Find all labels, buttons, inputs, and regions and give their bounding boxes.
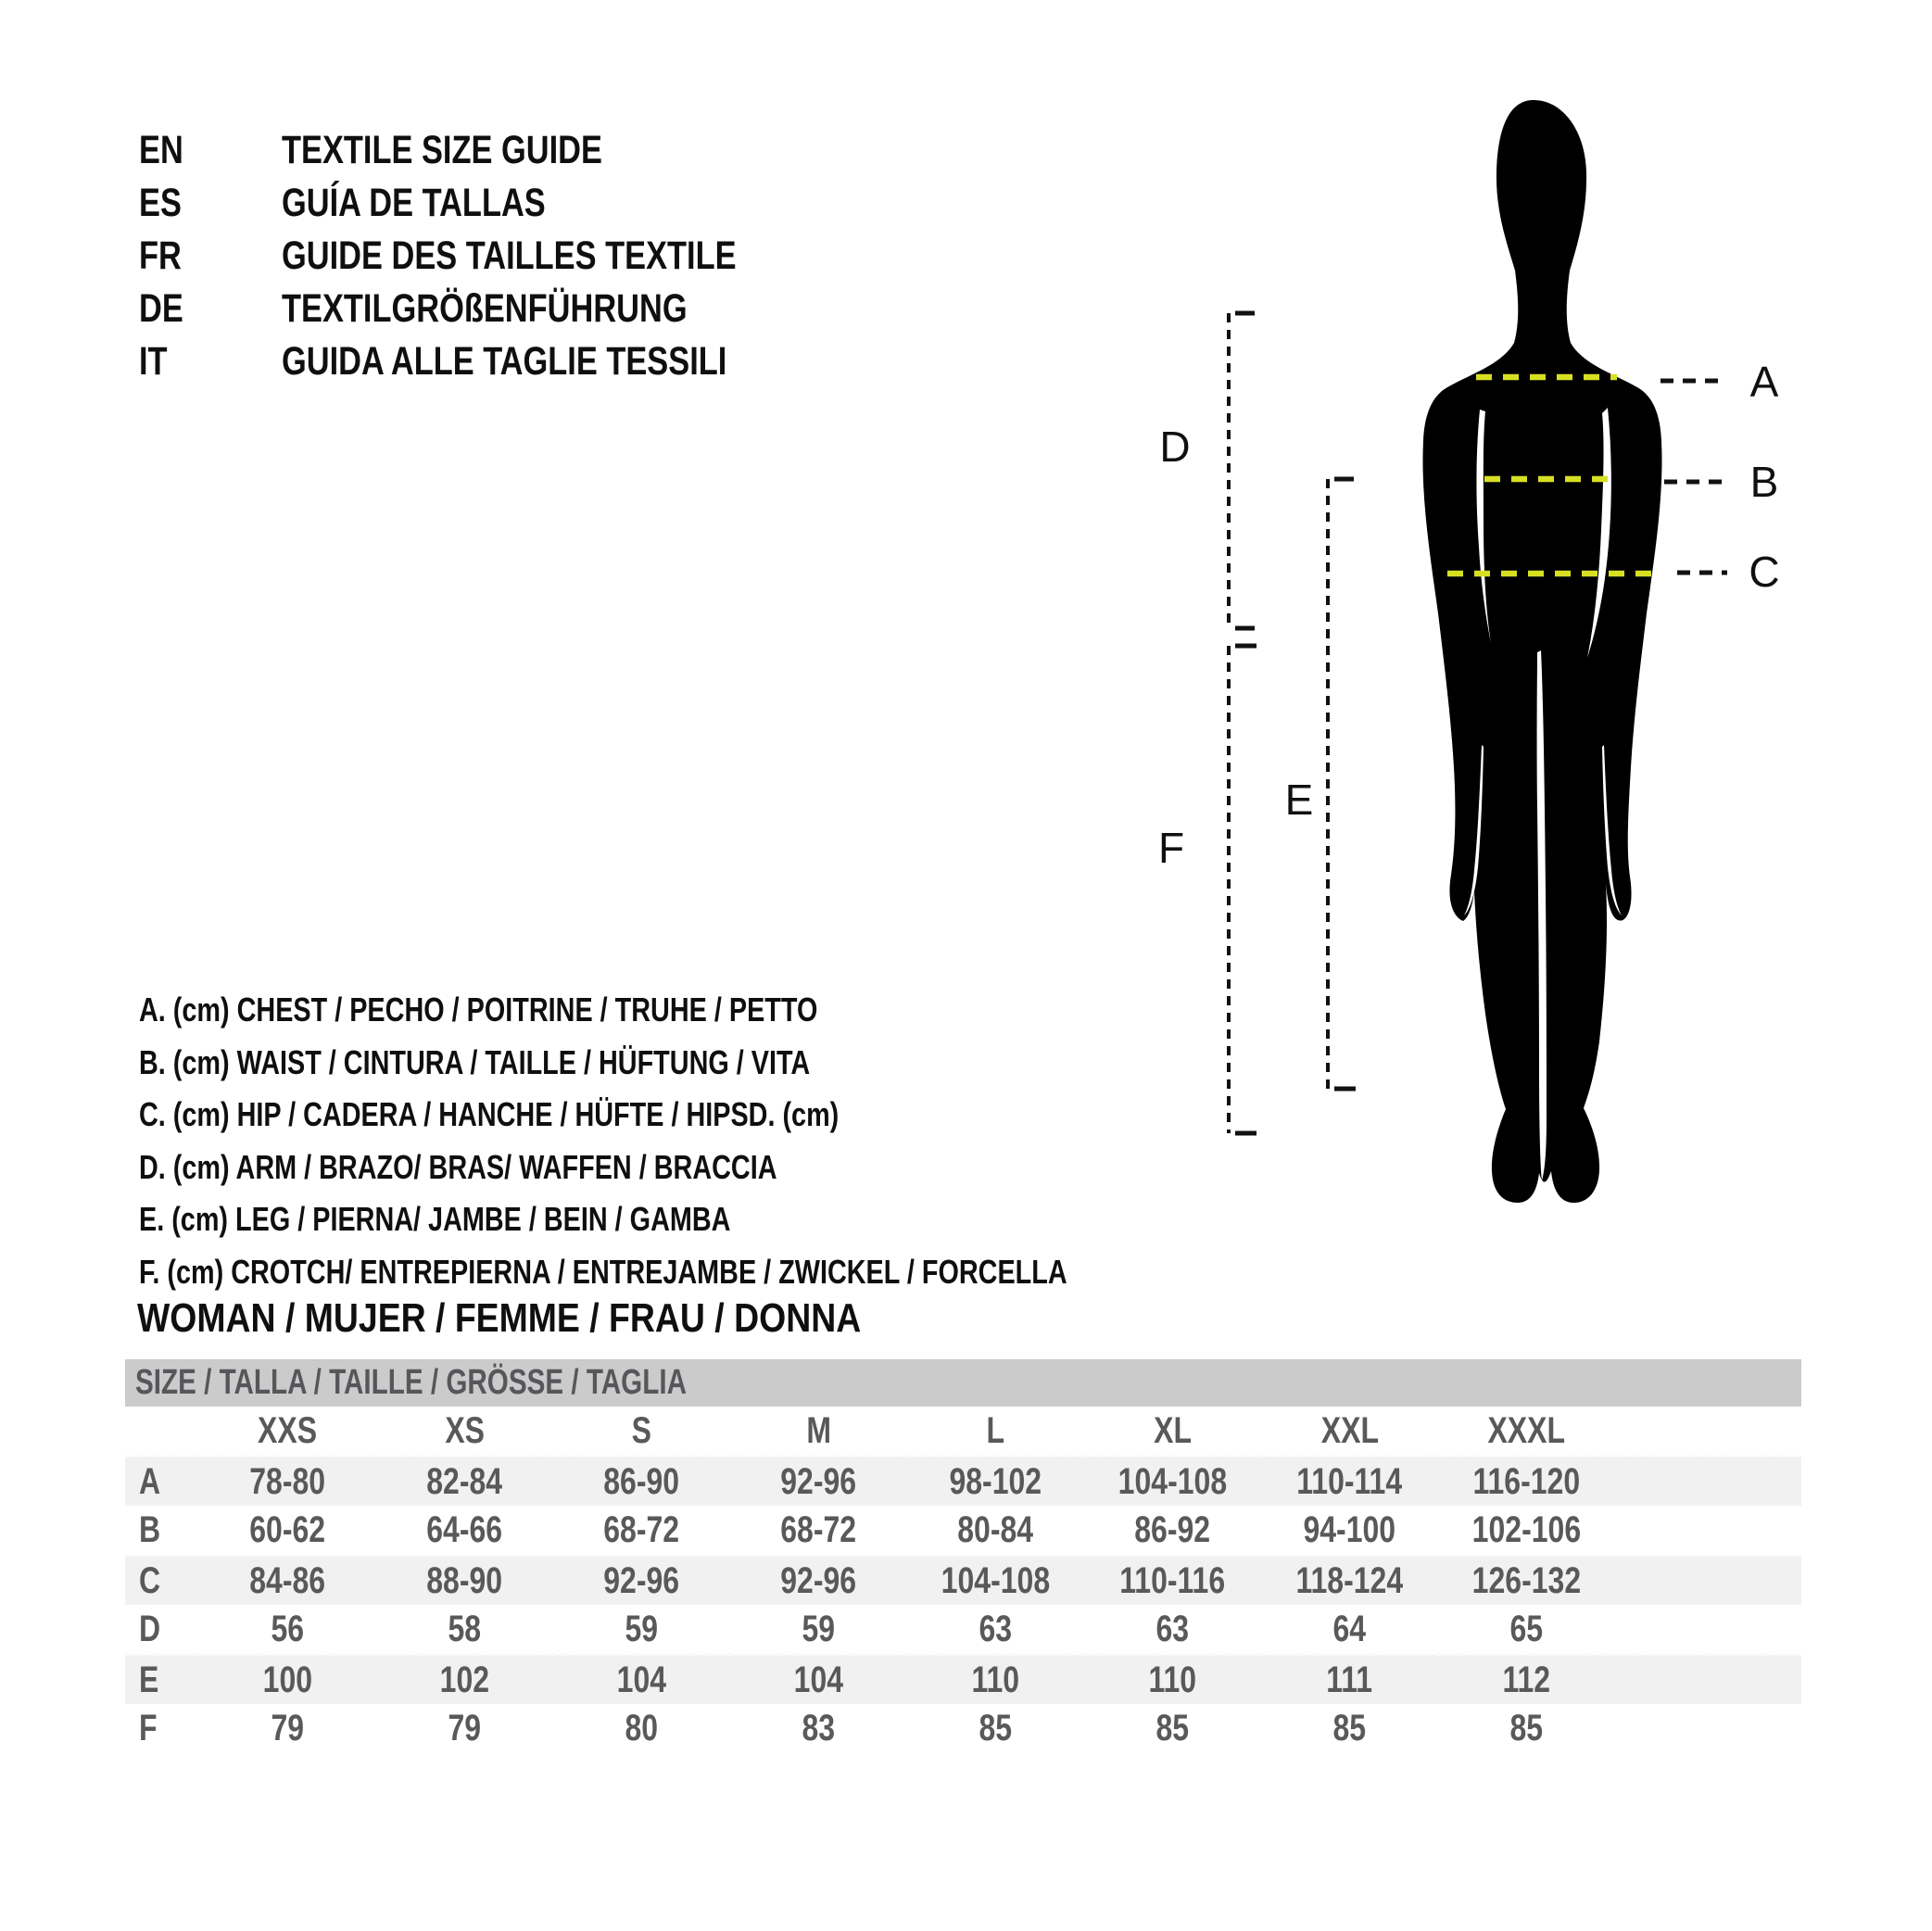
language-row-de	[139, 283, 850, 335]
row-label: F	[139, 1707, 158, 1748]
size-col-xs: XS	[445, 1409, 485, 1451]
guide-title-fr: GUIDE DES TAILLES TEXTILE	[282, 233, 737, 278]
legend-item-crotch: F. (cm) CROTCH/ ENTREPIERNA / ENTREJAMBE / ZWICKEL / FORCELLA	[139, 1252, 1067, 1291]
legend-item-waist: B. (cm) WAIST / CINTURA / TAILLE / HÜFTUNG / VITA	[139, 1042, 811, 1081]
language-title-block	[139, 124, 850, 388]
size-col-xxs: XXS	[258, 1409, 318, 1451]
size-col-xxl: XXL	[1320, 1409, 1379, 1451]
language-code: DE	[139, 286, 183, 331]
cell-value: 83	[802, 1707, 836, 1748]
cell-value: 98-102	[949, 1460, 1042, 1502]
table-row-arm	[125, 1605, 1801, 1655]
leader-lines	[1661, 381, 1727, 573]
cell-value: 110	[971, 1659, 1020, 1700]
cell-value: 126-132	[1471, 1559, 1582, 1601]
row-label: C	[139, 1559, 161, 1601]
language-row-fr	[139, 230, 850, 283]
cell-value: 85	[979, 1707, 1013, 1748]
cell-value: 85	[1155, 1707, 1190, 1748]
cell-value: 63	[1155, 1608, 1190, 1649]
label-crotch: F	[1157, 824, 1185, 872]
cell-value: 79	[448, 1707, 482, 1748]
row-label: D	[139, 1608, 161, 1649]
cell-value: 110-114	[1296, 1460, 1403, 1502]
language-row-es	[139, 177, 850, 230]
language-code: ES	[139, 181, 182, 225]
size-col-s: S	[631, 1409, 652, 1451]
measurement-legend	[139, 984, 1299, 1298]
cell-value: 85	[1332, 1707, 1367, 1748]
table-row-hip	[125, 1556, 1801, 1606]
cell-value: 85	[1509, 1707, 1544, 1748]
cell-value: 84-86	[249, 1559, 326, 1601]
cell-value: 111	[1326, 1659, 1373, 1700]
language-row-en	[139, 124, 850, 177]
label-chest: A	[1749, 358, 1779, 406]
cell-value: 110	[1148, 1659, 1197, 1700]
guide-title-es: GUÍA DE TALLAS	[282, 181, 546, 225]
legend-item-hip: C. (cm) HIP / CADERA / HANCHE / HÜFTE / HIPSD. (cm)	[139, 1095, 840, 1133]
woman-silhouette-icon	[1422, 100, 1661, 1203]
cell-value: 80-84	[957, 1508, 1034, 1550]
cell-value: 60-62	[249, 1508, 326, 1550]
cell-value: 65	[1509, 1608, 1544, 1649]
guide-title-en: TEXTILE SIZE GUIDE	[282, 128, 602, 172]
cell-value: 82-84	[426, 1460, 503, 1502]
cell-value: 92-96	[780, 1559, 857, 1601]
cell-value: 118-124	[1295, 1559, 1404, 1601]
cell-value: 116-120	[1472, 1460, 1581, 1502]
size-col-l: L	[986, 1409, 1005, 1451]
cell-value: 58	[448, 1608, 482, 1649]
legend-item-leg: E. (cm) LEG / PIERNA/ JAMBE / BEIN / GAMBA	[139, 1200, 731, 1238]
cell-value: 59	[802, 1608, 836, 1649]
cell-value: 88-90	[426, 1559, 503, 1601]
cell-value: 112	[1502, 1659, 1551, 1700]
cell-value: 86-90	[603, 1460, 680, 1502]
label-arm: D	[1159, 423, 1191, 471]
cell-value: 56	[271, 1608, 305, 1649]
cell-value: 68-72	[780, 1508, 857, 1550]
cell-value: 92-96	[780, 1460, 857, 1502]
row-label: A	[139, 1460, 161, 1502]
table-row-crotch	[125, 1704, 1801, 1752]
cell-value: 63	[979, 1608, 1013, 1649]
cell-value: 104-108	[941, 1559, 1051, 1601]
row-label: E	[139, 1659, 159, 1700]
language-code: IT	[139, 339, 168, 384]
cell-value: 92-96	[603, 1559, 680, 1601]
size-col-xl: XL	[1154, 1409, 1192, 1451]
cell-value: 104-108	[1118, 1460, 1228, 1502]
cell-value: 68-72	[603, 1508, 680, 1550]
cell-value: 80	[625, 1707, 659, 1748]
guide-title-de: TEXTILGRÖßENFÜHRUNG	[282, 286, 688, 331]
cell-value: 86-92	[1134, 1508, 1211, 1550]
cell-value: 94-100	[1303, 1508, 1396, 1550]
label-leg: E	[1284, 776, 1314, 824]
legend-item-arm: D. (cm) ARM / BRAZO/ BRAS/ WAFFEN / BRACCIA	[139, 1147, 777, 1186]
cell-value: 79	[271, 1707, 305, 1748]
table-row-leg	[125, 1655, 1801, 1705]
label-waist: B	[1749, 458, 1779, 506]
cell-value: 102-106	[1471, 1508, 1582, 1550]
size-names-row	[125, 1407, 1801, 1457]
cell-value: 64-66	[426, 1508, 503, 1550]
language-row-it	[139, 335, 850, 388]
cell-value: 104	[616, 1659, 667, 1700]
legend-item-chest: A. (cm) CHEST / PECHO / POITRINE / TRUHE / PETTO	[139, 991, 818, 1029]
row-label: B	[139, 1508, 161, 1550]
language-code: FR	[139, 233, 182, 278]
cell-value: 78-80	[249, 1460, 326, 1502]
size-table	[125, 1359, 1801, 1752]
category-line: WOMAN / MUJER / FEMME / FRAU / DONNA	[137, 1295, 862, 1341]
table-row-waist	[125, 1506, 1801, 1556]
table-row-chest	[125, 1457, 1801, 1507]
guide-title-it: GUIDA ALLE TAGLIE TESSILI	[282, 339, 727, 384]
size-col-xxxl: XXXL	[1487, 1409, 1566, 1451]
cell-value: 59	[625, 1608, 659, 1649]
size-col-m: M	[806, 1409, 831, 1451]
cell-value: 102	[439, 1659, 490, 1700]
cell-value: 64	[1332, 1608, 1367, 1649]
cell-value: 104	[793, 1659, 844, 1700]
cell-value: 110-116	[1119, 1559, 1226, 1601]
size-table-title: SIZE / TALLA / TAILLE / GRÖSSE / TAGLIA	[135, 1363, 687, 1402]
size-table-header-bar	[125, 1359, 1801, 1407]
cell-value: 100	[262, 1659, 313, 1700]
label-hip: C	[1749, 548, 1780, 596]
language-code: EN	[139, 128, 183, 172]
